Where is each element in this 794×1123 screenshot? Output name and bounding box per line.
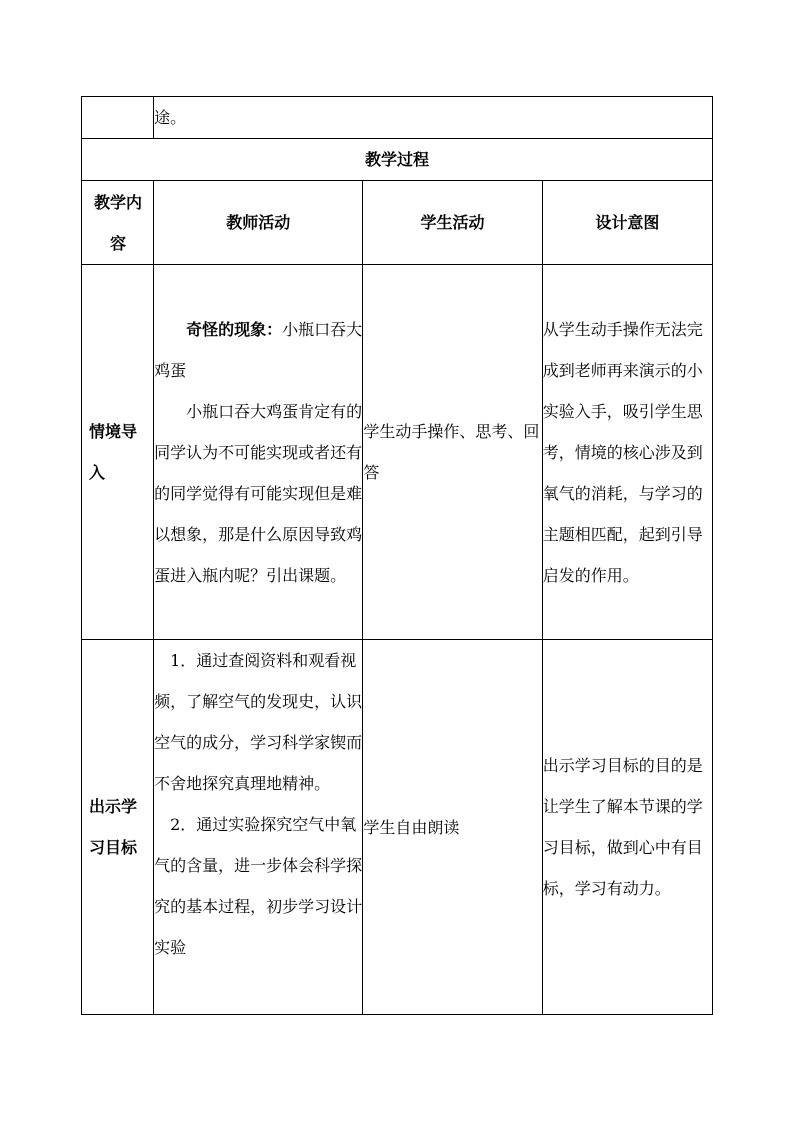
header-teacher-activity: 教师活动 [154,181,363,265]
design-intent-cell: 出示学习目标的目的是让学生了解本节课的学习目标，做到心中有目标，学习有动力。 [542,640,712,1015]
teacher-paragraph: 小瓶口吞大鸡蛋肯定有的同学认为不可能实现或者还有的同学觉得有可能实现但是难以想象，那是什么原因导致鸡蛋进入瓶内呢？引出课题。 [154,401,363,585]
section-title: 教学过程 [82,139,713,181]
header-student-activity: 学生活动 [363,181,542,265]
row-learning-goals [82,640,713,1015]
header-content: 教学内容 [82,181,154,265]
goal-paragraph-2: 2．通过实验探究空气中氧气的含量，进一步体会科学探究的基本过程，初步学习设计实验 [154,815,363,957]
section-title-row [82,139,713,181]
teacher-lead-rest: 小瓶口吞大鸡蛋 [154,319,363,380]
continuation-row [82,97,713,139]
header-design-intent: 设计意图 [542,181,712,265]
teacher-activity-cell [154,640,363,1015]
teacher-lead-paragraph [154,309,362,391]
header-row [82,181,713,265]
teacher-lead-bold: 奇怪的现象： [186,319,283,339]
lesson-plan-table [81,96,713,1015]
student-activity-cell: 学生动手操作、思考、回答 [363,265,542,640]
design-intent-cell: 从学生动手操作无法完成到老师再来演示的小实验入手，吸引学生思考，情境的核心涉及到氧气的消耗，与学习的主题相匹配，起到引导启发的作用。 [542,265,712,640]
row-content-label: 出示学习目标 [82,640,154,1015]
continuation-text-cell [154,97,713,139]
teacher-activity-cell [154,265,363,640]
continuation-text: 途。 [154,108,187,127]
student-activity-cell: 学生自由朗读 [363,640,542,1015]
continuation-blank-cell [82,97,154,139]
row-content-label: 情境导入 [82,265,154,640]
goal-paragraph-1: 1．通过查阅资料和观看视频，了解空气的发现史，认识空气的成分，学习科学家锲而不舍地探究真理地精神。 [154,651,363,793]
row-situation-intro [82,265,713,640]
